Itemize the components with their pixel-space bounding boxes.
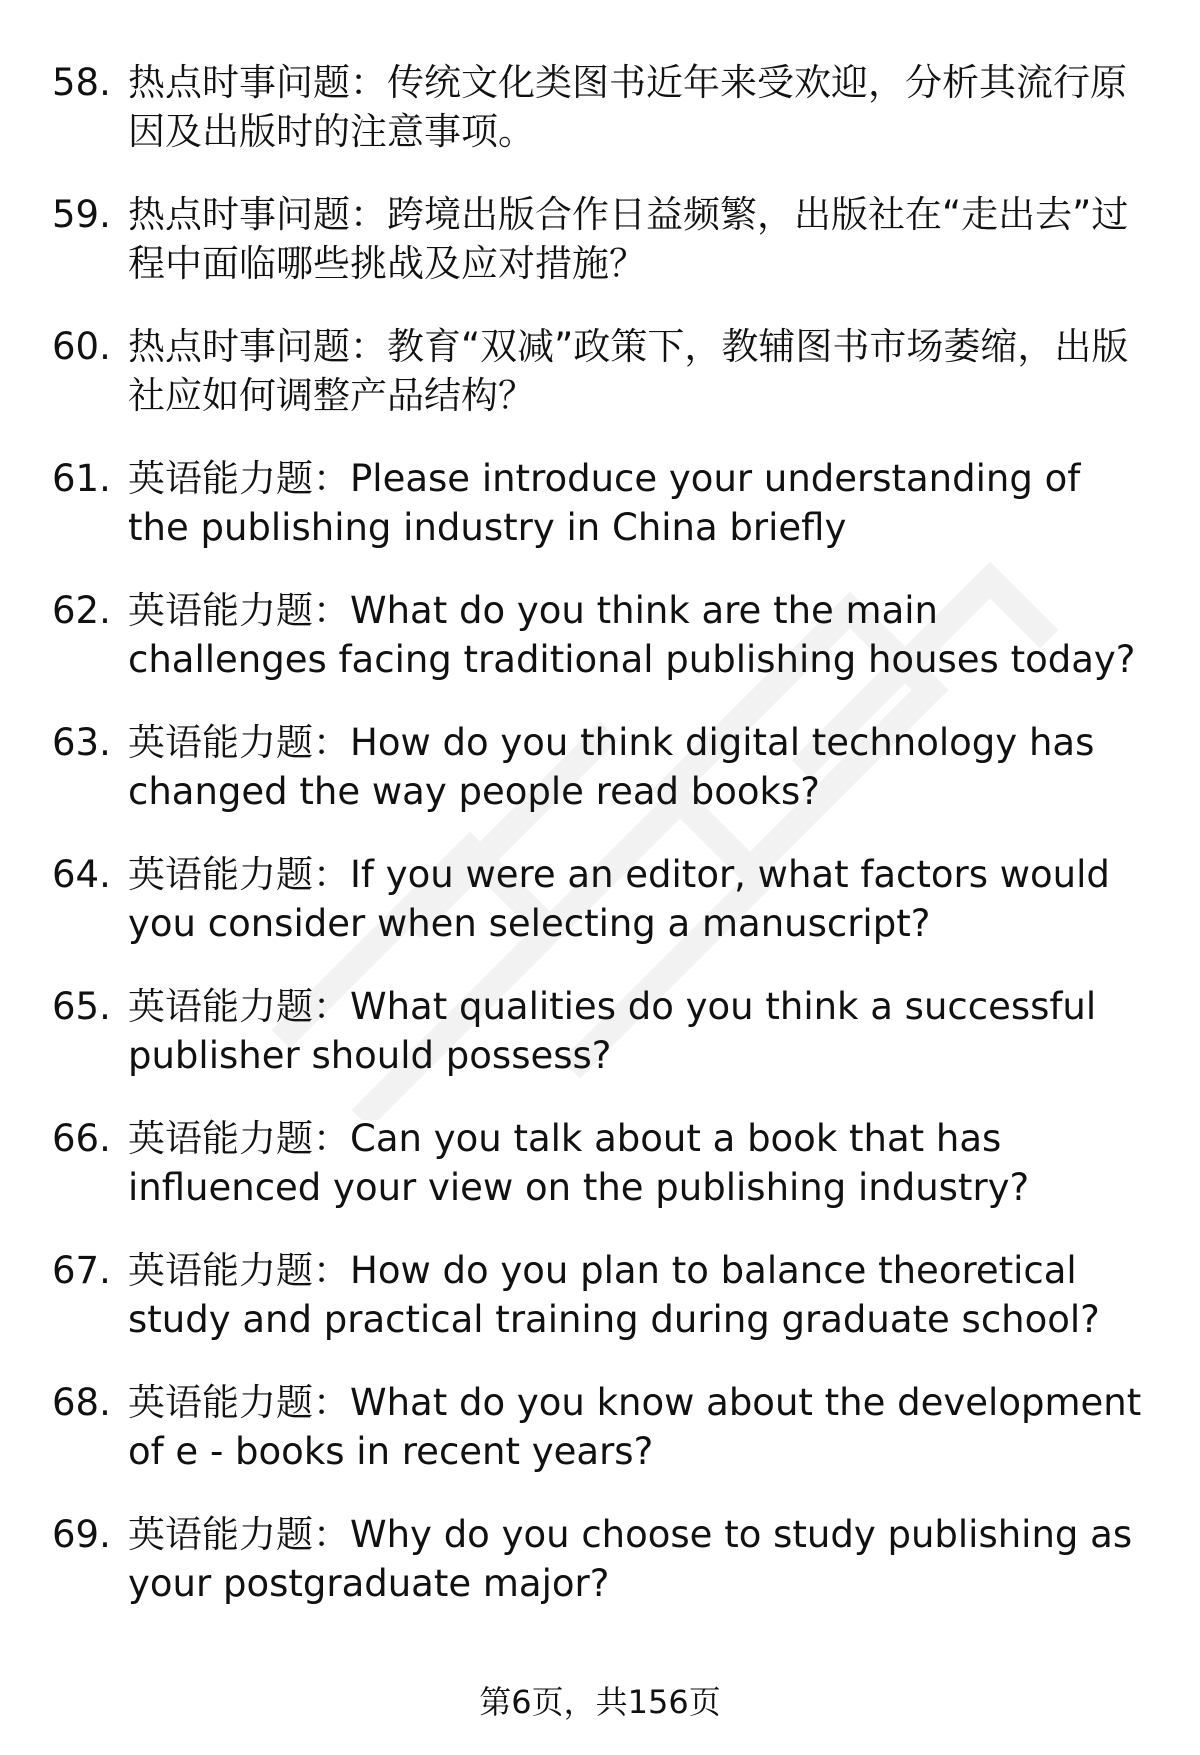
- question-number: 67.: [52, 1249, 111, 1292]
- list-item: [52, 1378, 1147, 1476]
- question-text: 英语能力题：Can you talk about a book that has influenced your view on the publishing industry?: [128, 1117, 1030, 1209]
- question-number: 69.: [52, 1513, 111, 1556]
- question-text: 热点时事问题：跨境出版合作日益频繁，出版社在“走出去”过程中面临哪些挑战及应对措施？: [128, 193, 1129, 285]
- question-number: 68.: [52, 1381, 111, 1424]
- list-item: [52, 586, 1147, 684]
- question-text: 英语能力题：Please introduce your understanding of the publishing industry in China briefly: [128, 457, 1081, 549]
- list-item: [52, 454, 1147, 552]
- question-number: 61.: [52, 457, 111, 500]
- question-text: 热点时事问题：传统文化类图书近年来受欢迎，分析其流行原因及出版时的注意事项。: [128, 61, 1127, 153]
- question-number: 62.: [52, 589, 111, 632]
- list-item: [52, 1510, 1147, 1608]
- page-indicator: 第6页，共156页: [479, 1683, 721, 1721]
- list-item: [52, 322, 1147, 420]
- question-text: 热点时事问题：教育“双减”政策下，教辅图书市场萎缩，出版社应如何调整产品结构？: [128, 325, 1129, 417]
- list-item: [52, 850, 1147, 948]
- question-number: 64.: [52, 853, 111, 896]
- list-item: [52, 982, 1147, 1080]
- list-item: [52, 718, 1147, 816]
- question-number: 63.: [52, 721, 111, 764]
- question-text: 英语能力题：If you were an editor, what factors would you consider when selecting a manuscript?: [128, 853, 1110, 945]
- question-number: 60.: [52, 325, 111, 368]
- list-item: [52, 1246, 1147, 1344]
- question-number: 66.: [52, 1117, 111, 1160]
- list-item: [52, 1114, 1147, 1212]
- question-text: 英语能力题：How do you plan to balance theoretical study and practical training during graduate school?: [128, 1249, 1100, 1341]
- question-number: 58.: [52, 61, 111, 104]
- question-number: 65.: [52, 985, 111, 1028]
- question-text: 英语能力题：How do you think digital technology has changed the way people read books?: [128, 721, 1095, 813]
- list-item: [52, 190, 1147, 288]
- question-text: 英语能力题：Why do you choose to study publishing as your postgraduate major?: [128, 1513, 1133, 1605]
- question-text: 英语能力题：What do you know about the development of e - books in recent years?: [128, 1381, 1142, 1473]
- list-item: [52, 58, 1147, 156]
- question-text: 英语能力题：What do you think are the main challenges facing traditional publishing houses today?: [128, 589, 1136, 681]
- question-list: [52, 58, 1147, 1642]
- question-number: 59.: [52, 193, 111, 236]
- question-text: 英语能力题：What qualities do you think a successful publisher should possess?: [128, 985, 1097, 1077]
